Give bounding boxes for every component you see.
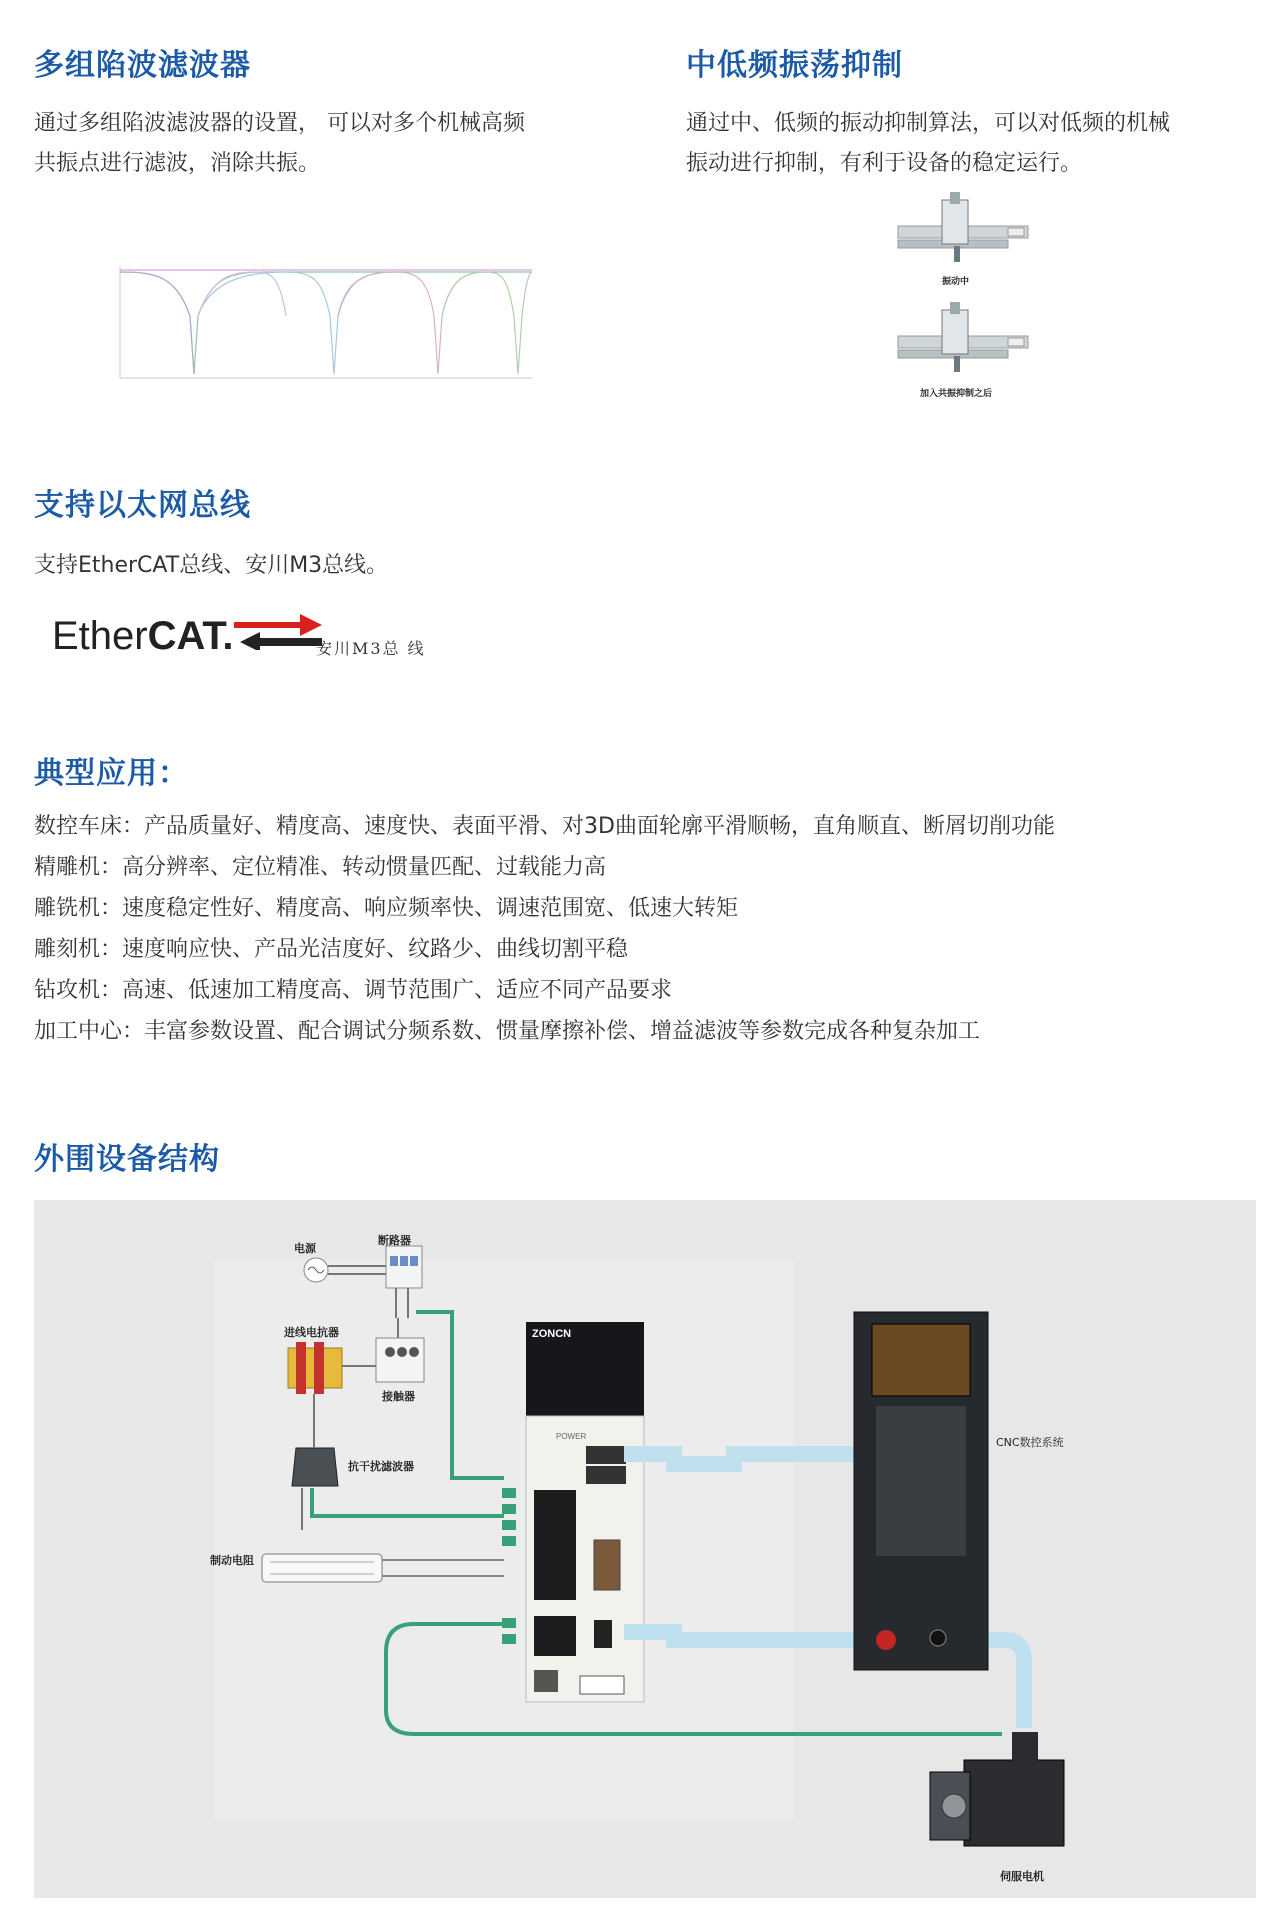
ethercat-logo-cat: CAT. (147, 614, 234, 658)
notch-filter-line-1: 通过多组陷波滤波器的设置， 可以对多个机械高频 (34, 111, 525, 136)
application-item: 加工中心：丰富参数设置、配合调试分频系数、惯量摩擦补偿、增益滤波等参数完成各种复杂加工 (34, 1019, 981, 1044)
cnc-controller-unit (854, 1312, 988, 1670)
notch-curves (120, 270, 532, 374)
notch-filter-desc (34, 104, 525, 184)
application-item: 数控车床：产品质量好、精度高、速度快、表面平滑、对3D曲面轮廓平滑顺畅，直角顺直、断屑切削功能 (34, 814, 1055, 839)
application-item: 雕铣机：速度稳定性好、精度高、响应频率快、调速范围宽、低速大转矩 (34, 896, 739, 921)
label-contactor: 接触器 (382, 1390, 415, 1403)
label-motor: 伺服电机 (1000, 1870, 1044, 1883)
applications-list (34, 806, 1055, 1052)
label-filter: 抗干扰滤波器 (348, 1460, 414, 1473)
brake-resistor-icon (262, 1554, 382, 1582)
notch-filter-title: 多组陷波滤波器 (34, 48, 251, 83)
vibration-title: 中低频振荡抑制 (686, 48, 903, 83)
vibration-desc (686, 104, 1170, 184)
contactor-icon (376, 1338, 424, 1382)
drive-power-label: POWER (556, 1432, 587, 1441)
ethernet-desc: 支持EtherCAT总线、安川M3总线。 (34, 553, 389, 578)
vibration-line-2: 振动进行抑制，有利于设备的稳定运行。 (686, 151, 1083, 176)
reactor-icon (288, 1342, 342, 1394)
application-item: 钻攻机：高速、低速加工精度高、调节范围广、适应不同产品要求 (34, 978, 673, 1003)
ethercat-logo-ether: Ether (52, 614, 148, 658)
ethercat-logo (52, 614, 234, 664)
servo-drive-unit (526, 1322, 644, 1702)
notch-filter-line-2: 共振点进行滤波，消除共振。 (34, 151, 321, 176)
m3-bus-label: 安川M3总 线 (316, 639, 426, 658)
notch-filter-graph (116, 256, 536, 386)
applications-title: 典型应用： (34, 756, 189, 791)
peripheral-diagram-panel (34, 1200, 1256, 1898)
vibration-after-image (896, 300, 1032, 382)
vibration-line-1: 通过中、低频的振动抑制算法，可以对低频的机械 (686, 111, 1171, 136)
label-reactor: 进线电抗器 (284, 1326, 339, 1339)
label-brake: 制动电阻 (210, 1554, 254, 1567)
label-power: 电源 (294, 1242, 316, 1255)
breaker-icon (386, 1246, 422, 1288)
vibration-after-caption: 加入共振抑制之后 (920, 389, 993, 399)
application-item: 雕刻机：速度响应快、产品光洁度好、纹路少、曲线切割平稳 (34, 937, 629, 962)
drive-brand-logo: ZONCN (532, 1328, 572, 1340)
servo-motor-unit (930, 1732, 1064, 1846)
filter-icon (292, 1448, 338, 1486)
label-breaker: 断路器 (378, 1234, 411, 1247)
vibration-before-caption: 振动中 (942, 277, 970, 287)
application-item: 精雕机：高分辨率、定位精准、转动惯量匹配、过载能力高 (34, 855, 607, 880)
vibration-before-image (896, 190, 1032, 272)
label-cnc: CNC数控系统 (996, 1436, 1064, 1449)
ethercat-arrows-icon (230, 610, 326, 650)
ethernet-title: 支持以太网总线 (34, 488, 251, 523)
peripheral-title: 外围设备结构 (34, 1142, 220, 1177)
peripheral-wiring-diagram (34, 1200, 1256, 1898)
